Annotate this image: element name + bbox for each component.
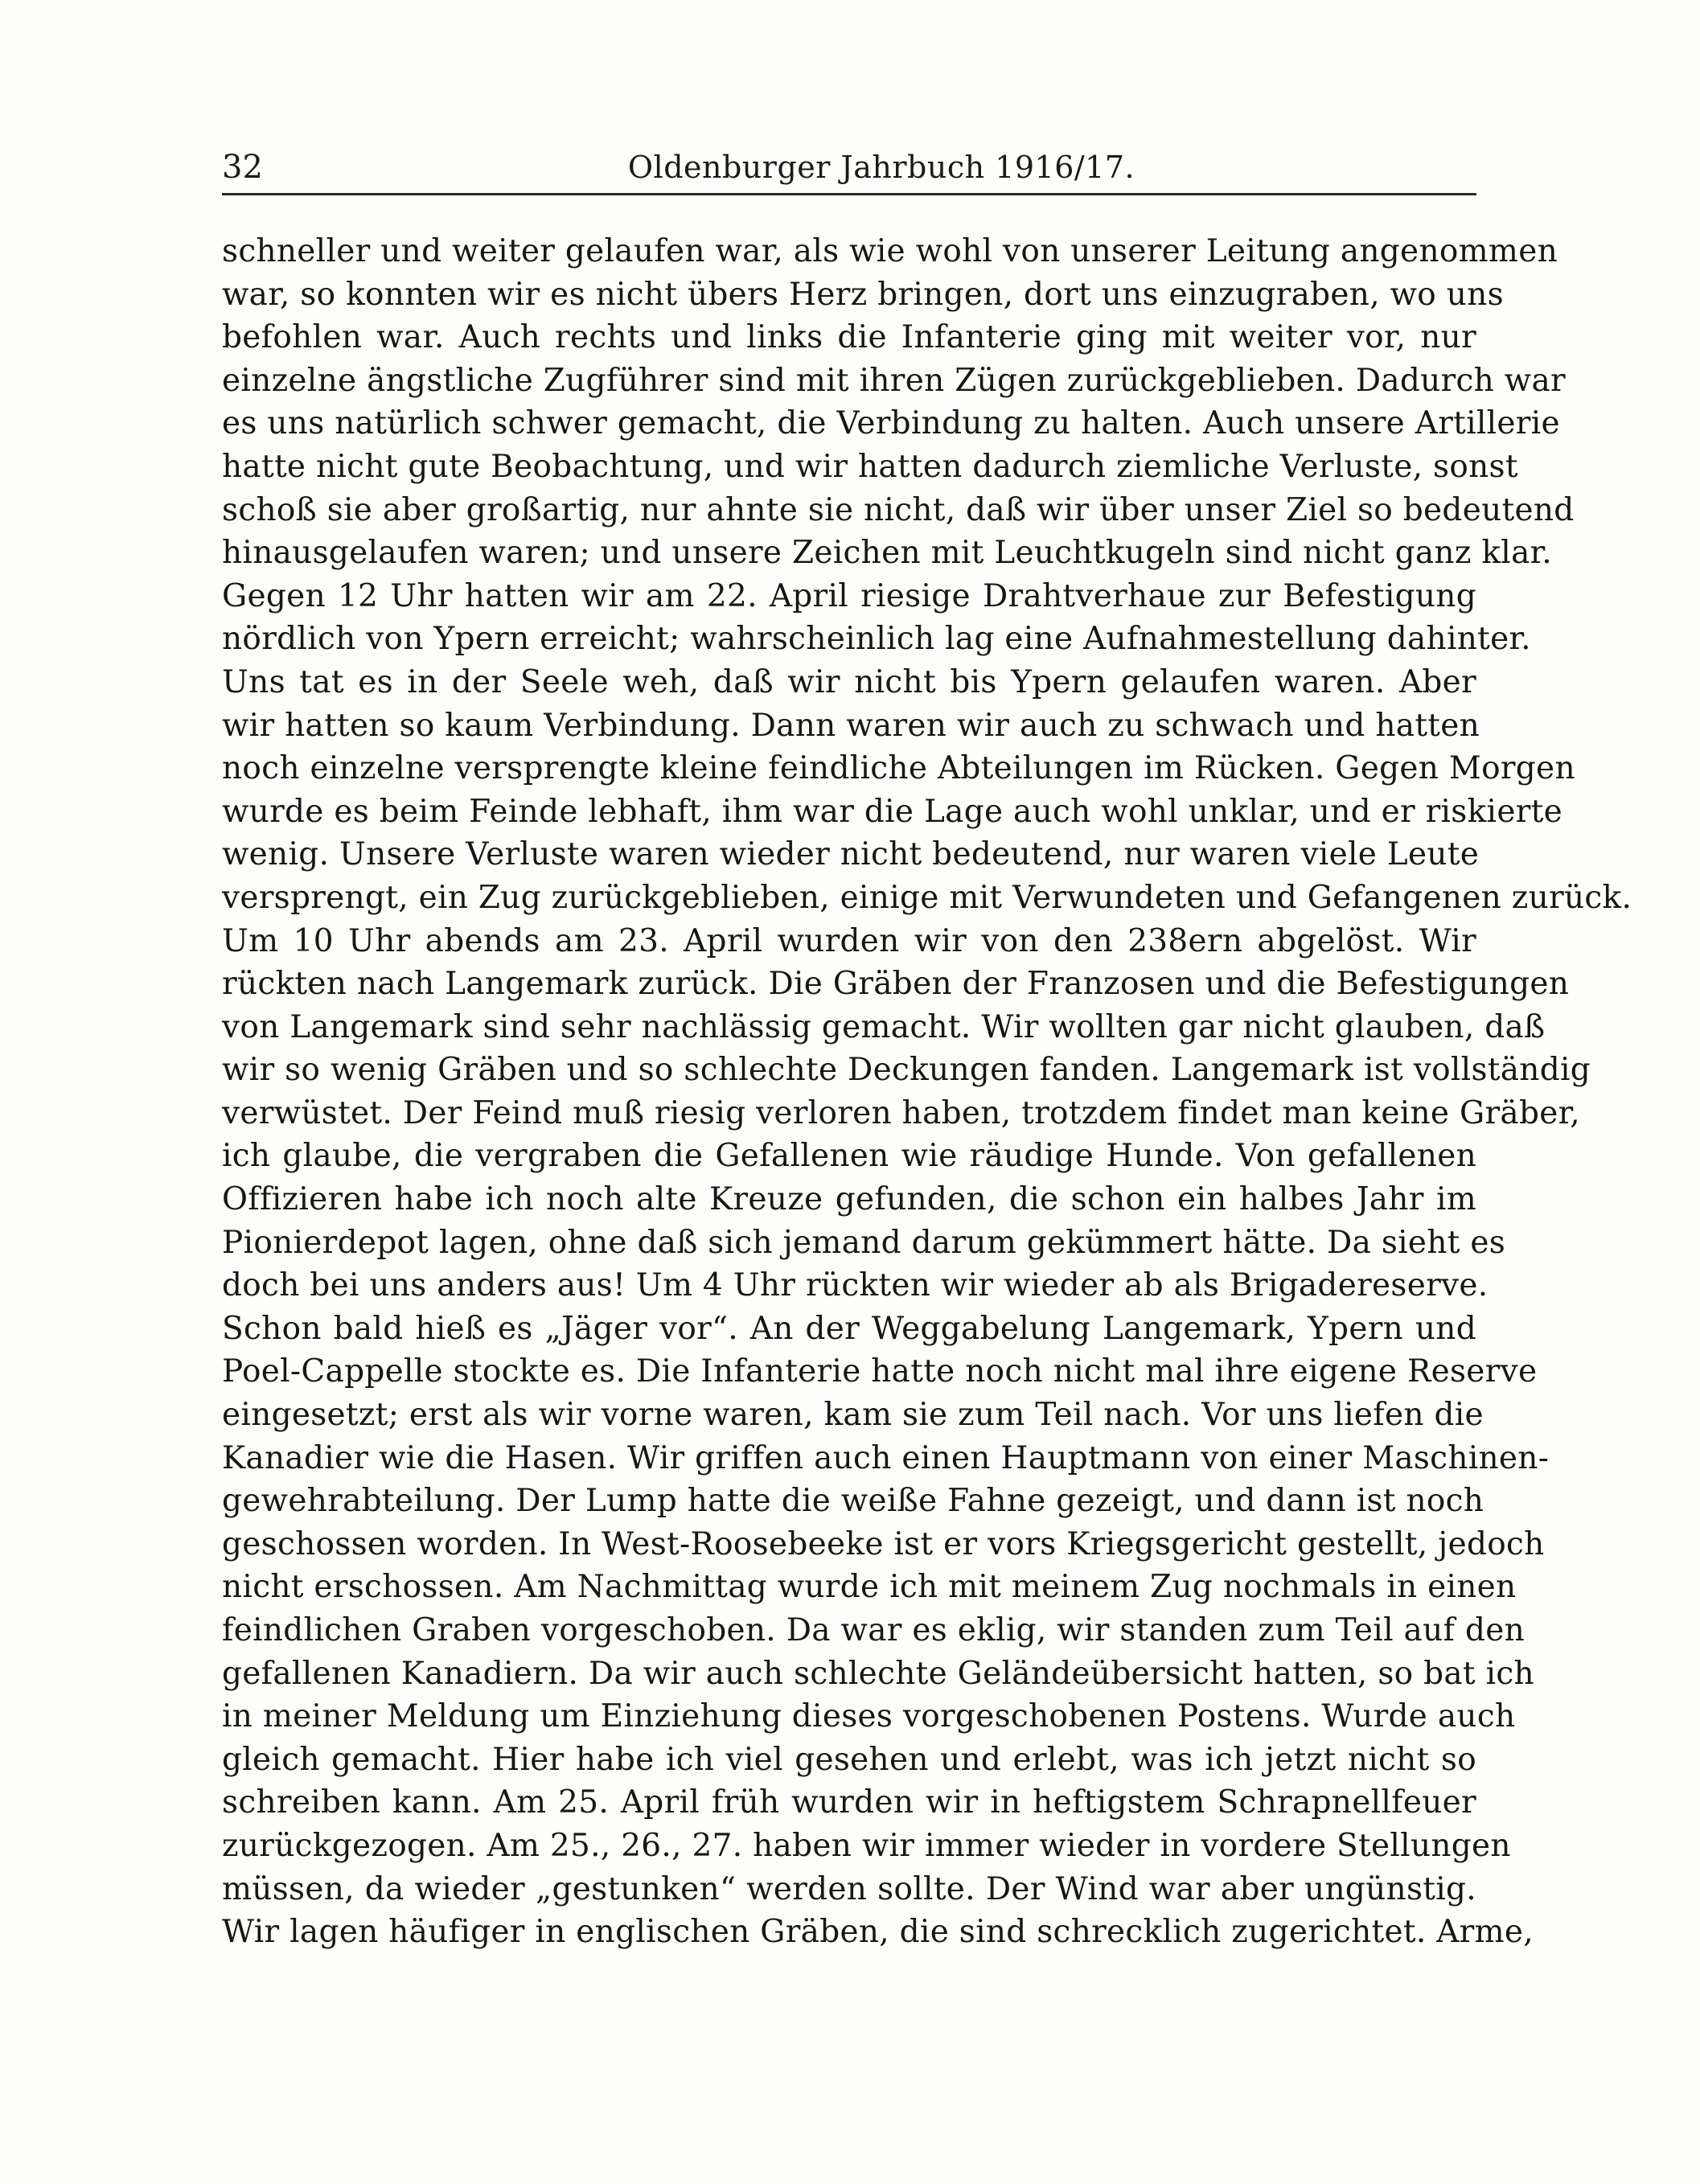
text-line: war, so konnten wir es nicht übers Herz bringen, dort uns einzugraben, wo uns	[222, 276, 1504, 313]
body-text	[222, 230, 1632, 1954]
text-line: müssen, da wieder „gestunken“ werden sollte. Der Wind war aber ungünstig.	[222, 1870, 1476, 1907]
text-line: gefallenen Kanadiern. Da wir auch schlechte Geländeübersicht hatten, so bat ich	[222, 1655, 1534, 1692]
text-line: wir so wenig Gräben und so schlechte Deckungen fanden. Langemark ist vollständig	[222, 1052, 1591, 1089]
text-line: Uns tat es in der Seele weh, daß wir nicht bis Ypern gelaufen waren. Aber	[222, 663, 1476, 700]
text-line: eingesetzt; erst als wir vorne waren, kam sie zum Teil nach. Vor uns liefen die	[222, 1397, 1484, 1434]
text-line: versprengt, ein Zug zurückgeblieben, einige mit Verwundeten und Gefangenen zurück.	[222, 879, 1632, 916]
text-line: wenig. Unsere Verluste waren wieder nicht bedeutend, nur waren viele Leute	[222, 836, 1480, 873]
page-number: 32	[222, 149, 263, 186]
running-title: Oldenburger Jahrbuch 1916/17.	[627, 150, 1135, 185]
text-line: Kanadier wie die Hasen. Wir griffen auch einen Hauptmann von einer Maschinen-	[222, 1439, 1550, 1476]
text-line: doch bei uns anders aus! Um 4 Uhr rückten wir wieder ab als Brigadereserve.	[222, 1267, 1489, 1304]
text-line: Gegen 12 Uhr hatten wir am 22. April riesige Drahtverhaue zur Befestigung	[222, 577, 1476, 614]
text-line: nördlich von Ypern erreicht; wahrscheinlich lag eine Aufnahmestellung dahinter.	[222, 621, 1531, 658]
text-line: hatte nicht gute Beobachtung, und wir hatten dadurch ziemliche Verluste, sonst	[222, 448, 1518, 485]
text-line: es uns natürlich schwer gemacht, die Verbindung zu halten. Auch unsere Artillerie	[222, 405, 1560, 442]
text-line: rückten nach Langemark zurück. Die Gräben der Franzosen und die Befestigungen	[222, 966, 1570, 1003]
text-line: nicht erschossen. Am Nachmittag wurde ich mit meinem Zug nochmals in einen	[222, 1569, 1517, 1606]
text-line: befohlen war. Auch rechts und links die Infanterie ging mit weiter vor, nur	[222, 319, 1476, 356]
text-line: in meiner Meldung um Einziehung dieses vorgeschobenen Postens. Wurde auch	[222, 1698, 1516, 1735]
header-rule	[222, 193, 1476, 195]
text-line: verwüstet. Der Feind muß riesig verloren haben, trotzdem findet man keine Gräber,	[222, 1094, 1580, 1131]
text-line: gleich gemacht. Hier habe ich viel gesehen und erlebt, was ich jetzt nicht so	[222, 1741, 1476, 1778]
page-header	[222, 143, 1476, 191]
text-line: wurde es beim Feinde lebhaft, ihm war die Lage auch wohl unklar, und er riskierte	[222, 793, 1563, 830]
text-line: Schon bald hieß es „Jäger vor“. An der Weggabelung Langemark, Ypern und	[222, 1310, 1476, 1347]
text-line: Offizieren habe ich noch alte Kreuze gefunden, die schon ein halbes Jahr im	[222, 1181, 1476, 1218]
text-line: Pionierdepot lagen, ohne daß sich jemand darum gekümmert hätte. Da sieht es	[222, 1224, 1506, 1261]
text-line: von Langemark sind sehr nachlässig gemacht. Wir wollten gar nicht glauben, daß	[222, 1008, 1546, 1045]
text-line: noch einzelne versprengte kleine feindliche Abteilungen im Rücken. Gegen Morgen	[222, 750, 1575, 787]
text-line: schoß sie aber großartig, nur ahnte sie nicht, daß wir über unser Ziel so bedeutend	[222, 491, 1575, 528]
text-line: feindlichen Graben vorgeschoben. Da war es eklig, wir standen zum Teil auf den	[222, 1612, 1525, 1648]
text-line: schneller und weiter gelaufen war, als wie wohl von unserer Leitung angenommen	[222, 233, 1558, 269]
text-line: hinausgelaufen waren; und unsere Zeichen mit Leuchtkugeln sind nicht ganz klar.	[222, 535, 1552, 572]
text-line: zurückgezogen. Am 25., 26., 27. haben wir immer wieder in vordere Stellungen	[222, 1827, 1511, 1864]
text-line: geschossen worden. In West-Roosebeeke ist er vors Kriegsgericht gestellt, jedoch	[222, 1525, 1545, 1562]
text-line: Wir lagen häufiger in englischen Gräben, die sind schrecklich zugerichtet. Arme,	[222, 1914, 1534, 1951]
text-line: einzelne ängstliche Zugführer sind mit ihren Zügen zurückgeblieben. Dadurch war	[222, 362, 1566, 399]
text-line: Poel-Cappelle stockte es. Die Infanterie hatte noch nicht mal ihre eigene Reserve	[222, 1353, 1538, 1390]
text-line: wir hatten so kaum Verbindung. Dann waren wir auch zu schwach und hatten	[222, 707, 1480, 744]
text-line: gewehrabteilung. Der Lump hatte die weiße Fahne gezeigt, und dann ist noch	[222, 1483, 1484, 1520]
text-line: schreiben kann. Am 25. April früh wurden wir in heftigstem Schrapnellfeuer	[222, 1784, 1476, 1821]
text-line: ich glaube, die vergraben die Gefallenen wie räudige Hunde. Von gefallenen	[222, 1138, 1476, 1175]
text-line: Um 10 Uhr abends am 23. April wurden wir von den 238ern abgelöst. Wir	[222, 922, 1476, 959]
